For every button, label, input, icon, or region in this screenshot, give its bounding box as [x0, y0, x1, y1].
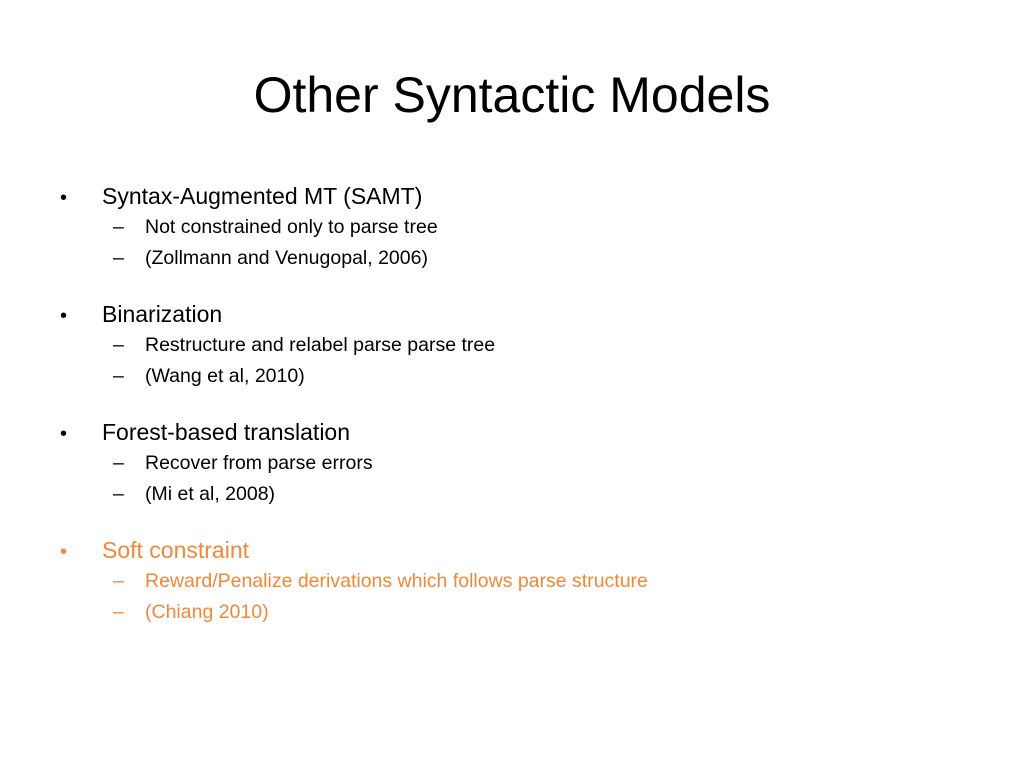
slide-title: Other Syntactic Models: [253, 67, 771, 123]
sub-bullet-text: (Zollmann and Venugopal, 2006): [145, 247, 428, 269]
dash-marker: –: [113, 247, 124, 269]
bullet-group-soft-constraint: [58, 534, 978, 628]
sub-bullet-item: [58, 479, 978, 510]
bullet-text: Soft constraint: [102, 537, 250, 563]
bullet-text: Forest-based translation: [102, 419, 351, 445]
sub-bullet-item: [58, 330, 978, 361]
dash-marker: –: [113, 570, 124, 592]
dash-marker: –: [113, 483, 124, 505]
bullet-group-samt: [58, 180, 978, 274]
sub-bullet-item: [58, 566, 978, 597]
sub-bullet-text: Recover from parse errors: [145, 452, 373, 474]
sub-bullet-item: [58, 597, 978, 628]
bullet-group-binarization: [58, 298, 978, 392]
dash-marker: –: [113, 334, 124, 356]
sub-bullet-item: [58, 361, 978, 392]
bullet-marker: •: [60, 187, 68, 209]
sub-bullet-text: Reward/Penalize derivations which follows parse structure: [145, 570, 648, 592]
bullet-text: Binarization: [102, 301, 223, 327]
bullet-item: [58, 180, 978, 212]
bullet-marker: •: [60, 541, 68, 563]
dash-marker: –: [113, 216, 124, 238]
bullet-item: [58, 534, 978, 566]
bullet-item: [58, 416, 978, 448]
bullet-list: [58, 180, 978, 652]
bullet-text: Syntax-Augmented MT (SAMT): [102, 183, 423, 209]
sub-bullet-text: (Chiang 2010): [145, 601, 269, 623]
sub-bullet-item: [58, 448, 978, 479]
sub-bullet-text: Not constrained only to parse tree: [145, 216, 438, 238]
sub-bullet-item: [58, 212, 978, 243]
bullet-marker: •: [60, 423, 68, 445]
sub-bullet-text: Restructure and relabel parse parse tree: [145, 334, 496, 356]
bullet-marker: •: [60, 305, 68, 327]
dash-marker: –: [113, 601, 124, 623]
bullet-item: [58, 298, 978, 330]
dash-marker: –: [113, 452, 124, 474]
bullet-group-forest: [58, 416, 978, 510]
sub-bullet-item: [58, 243, 978, 274]
dash-marker: –: [113, 365, 124, 387]
sub-bullet-text: (Mi et al, 2008): [145, 483, 276, 505]
sub-bullet-text: (Wang et al, 2010): [145, 365, 305, 387]
